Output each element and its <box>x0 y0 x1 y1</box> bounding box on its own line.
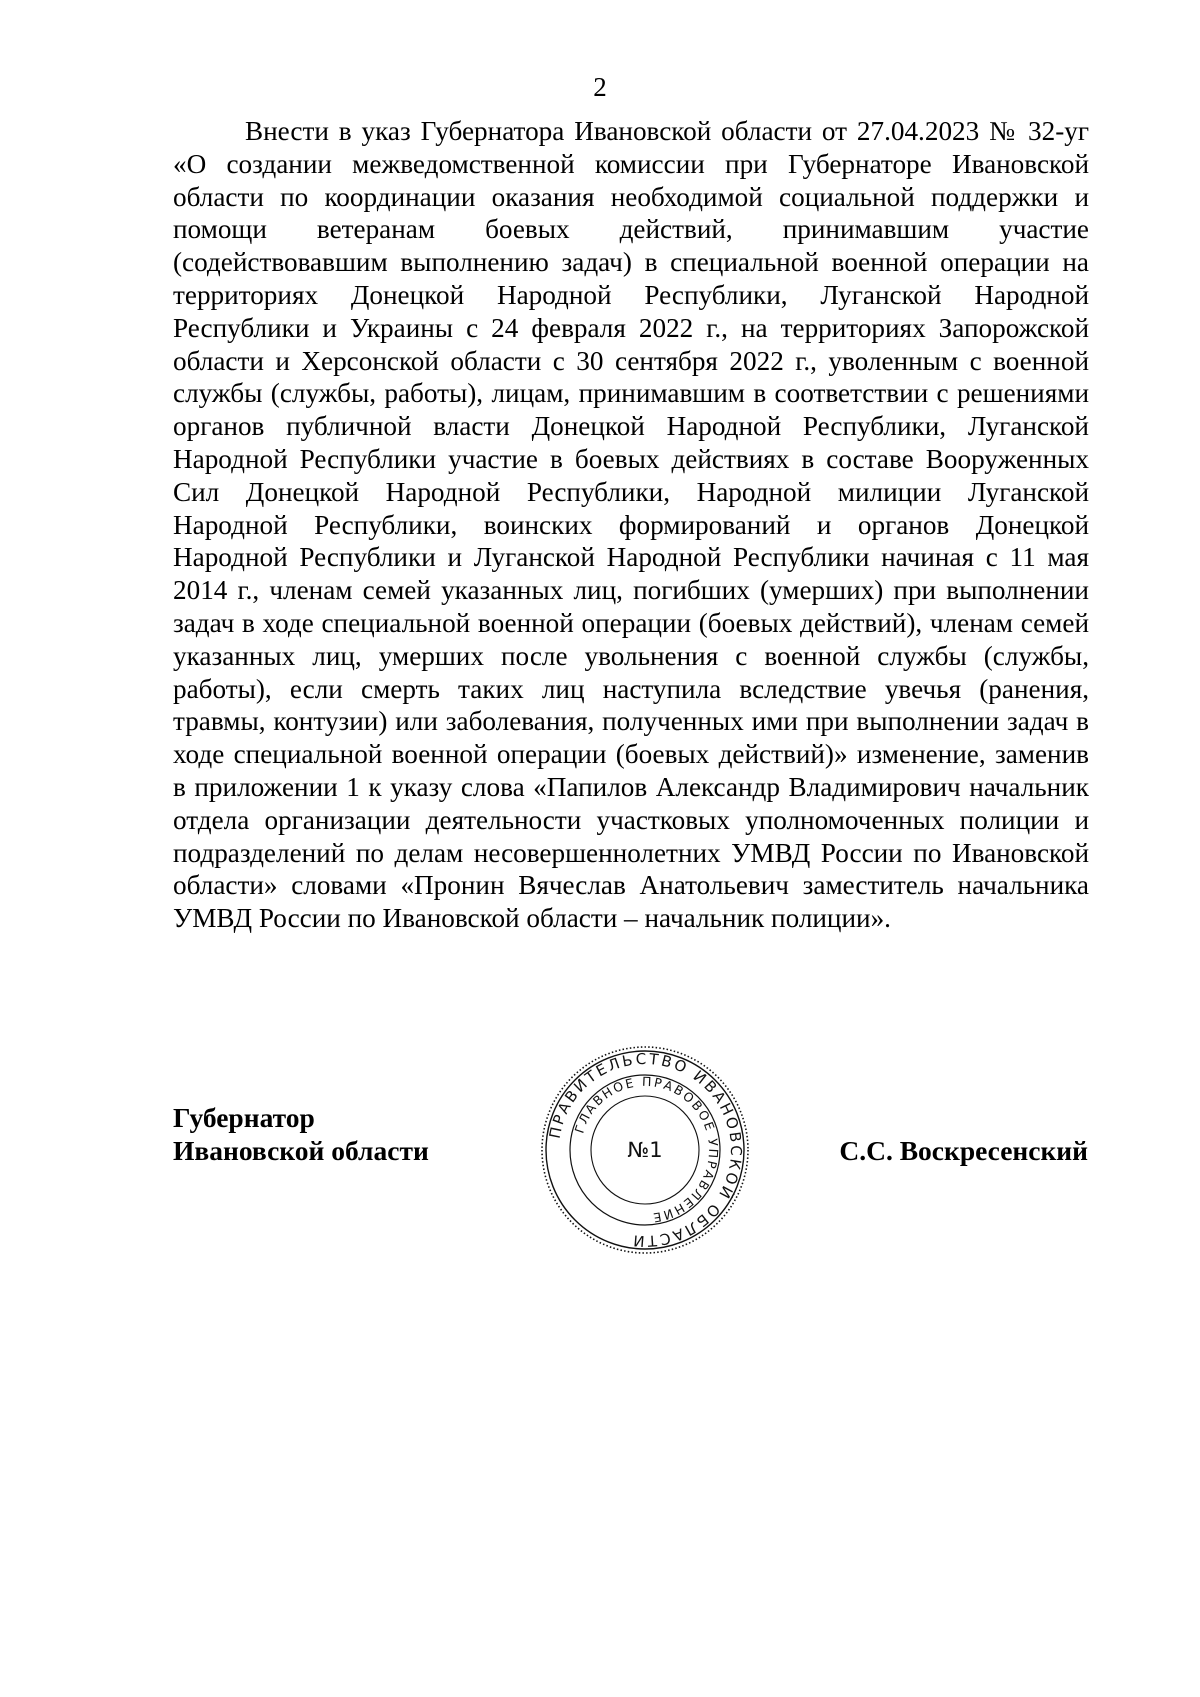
signer-position <box>173 1101 429 1167</box>
decree-body-text: Внести в указ Губернатора Ивановской области от 27.04.2023 № 32-уг «О создании межведомственной комиссии при Губернаторе Ивановской области по координации оказания необходимой социальной поддержки и помощи ветеранам боевых действий, принимавшим участие (содействовавшим выполнению задач) в специальной военной операции на территориях Донецкой Народной Республики, Луганской Народной Республики и Украины с 24 февраля 2022 г., на территориях Запорожской области и Херсонской области с 30 сентября 2022 г., уволенным с военной службы (службы, работы), лицам, принимавшим в соответствии с решениями органов публичной власти Донецкой Народной Республики, Луганской Народной Республики участие в боевых действиях в составе Вооруженных Сил Донецкой Народной Республики, Народной милиции Луганской Народной Республики, воинских формирований и органов Донецкой Народной Республики и Луганской Народной Республики начиная с 11 мая 2014 г., членам семей указанных лиц, погибших (умерших) при выполнении задач в ходе специальной военной операции (боевых действий), членам семей указанных лиц, умерших после увольнения с военной службы (службы, работы), если смерть таких лиц наступила вследствие увечья (ранения, травмы, контузии) или заболевания, полученных ими при выполнении задач в ходе специальной военной операции (боевых действий)» изменение, заменив в приложении 1 к указу слова «Папилов Александр Владимирович начальник отдела организации деятельности участковых уполномоченных полиции и подразделений по делам несовершеннолетних УМВД России по Ивановской области» словами «Пронин Вячеслав Анатольевич заместитель начальника УМВД России по Ивановской области – начальник полиции». <box>173 116 1089 934</box>
signer-position-line1: Губернатор <box>173 1102 315 1133</box>
stamp-inner-text: ГЛАВНОЕ ПРАВОВОЕ УПРАВЛЕНИЕ <box>571 1073 722 1226</box>
page-number: 2 <box>593 72 607 102</box>
signer-position-line2: Ивановской области <box>173 1135 429 1166</box>
signer-name: С.С. Воскресенский <box>839 1135 1088 1166</box>
official-stamp <box>539 1044 751 1256</box>
stamp-outer-text: ПРАВИТЕЛЬСТВО ИВАНОВСКОЙ ОБЛАСТИ <box>545 1049 746 1251</box>
decree-body <box>173 115 1089 935</box>
stamp-number: №1 <box>627 1138 663 1162</box>
